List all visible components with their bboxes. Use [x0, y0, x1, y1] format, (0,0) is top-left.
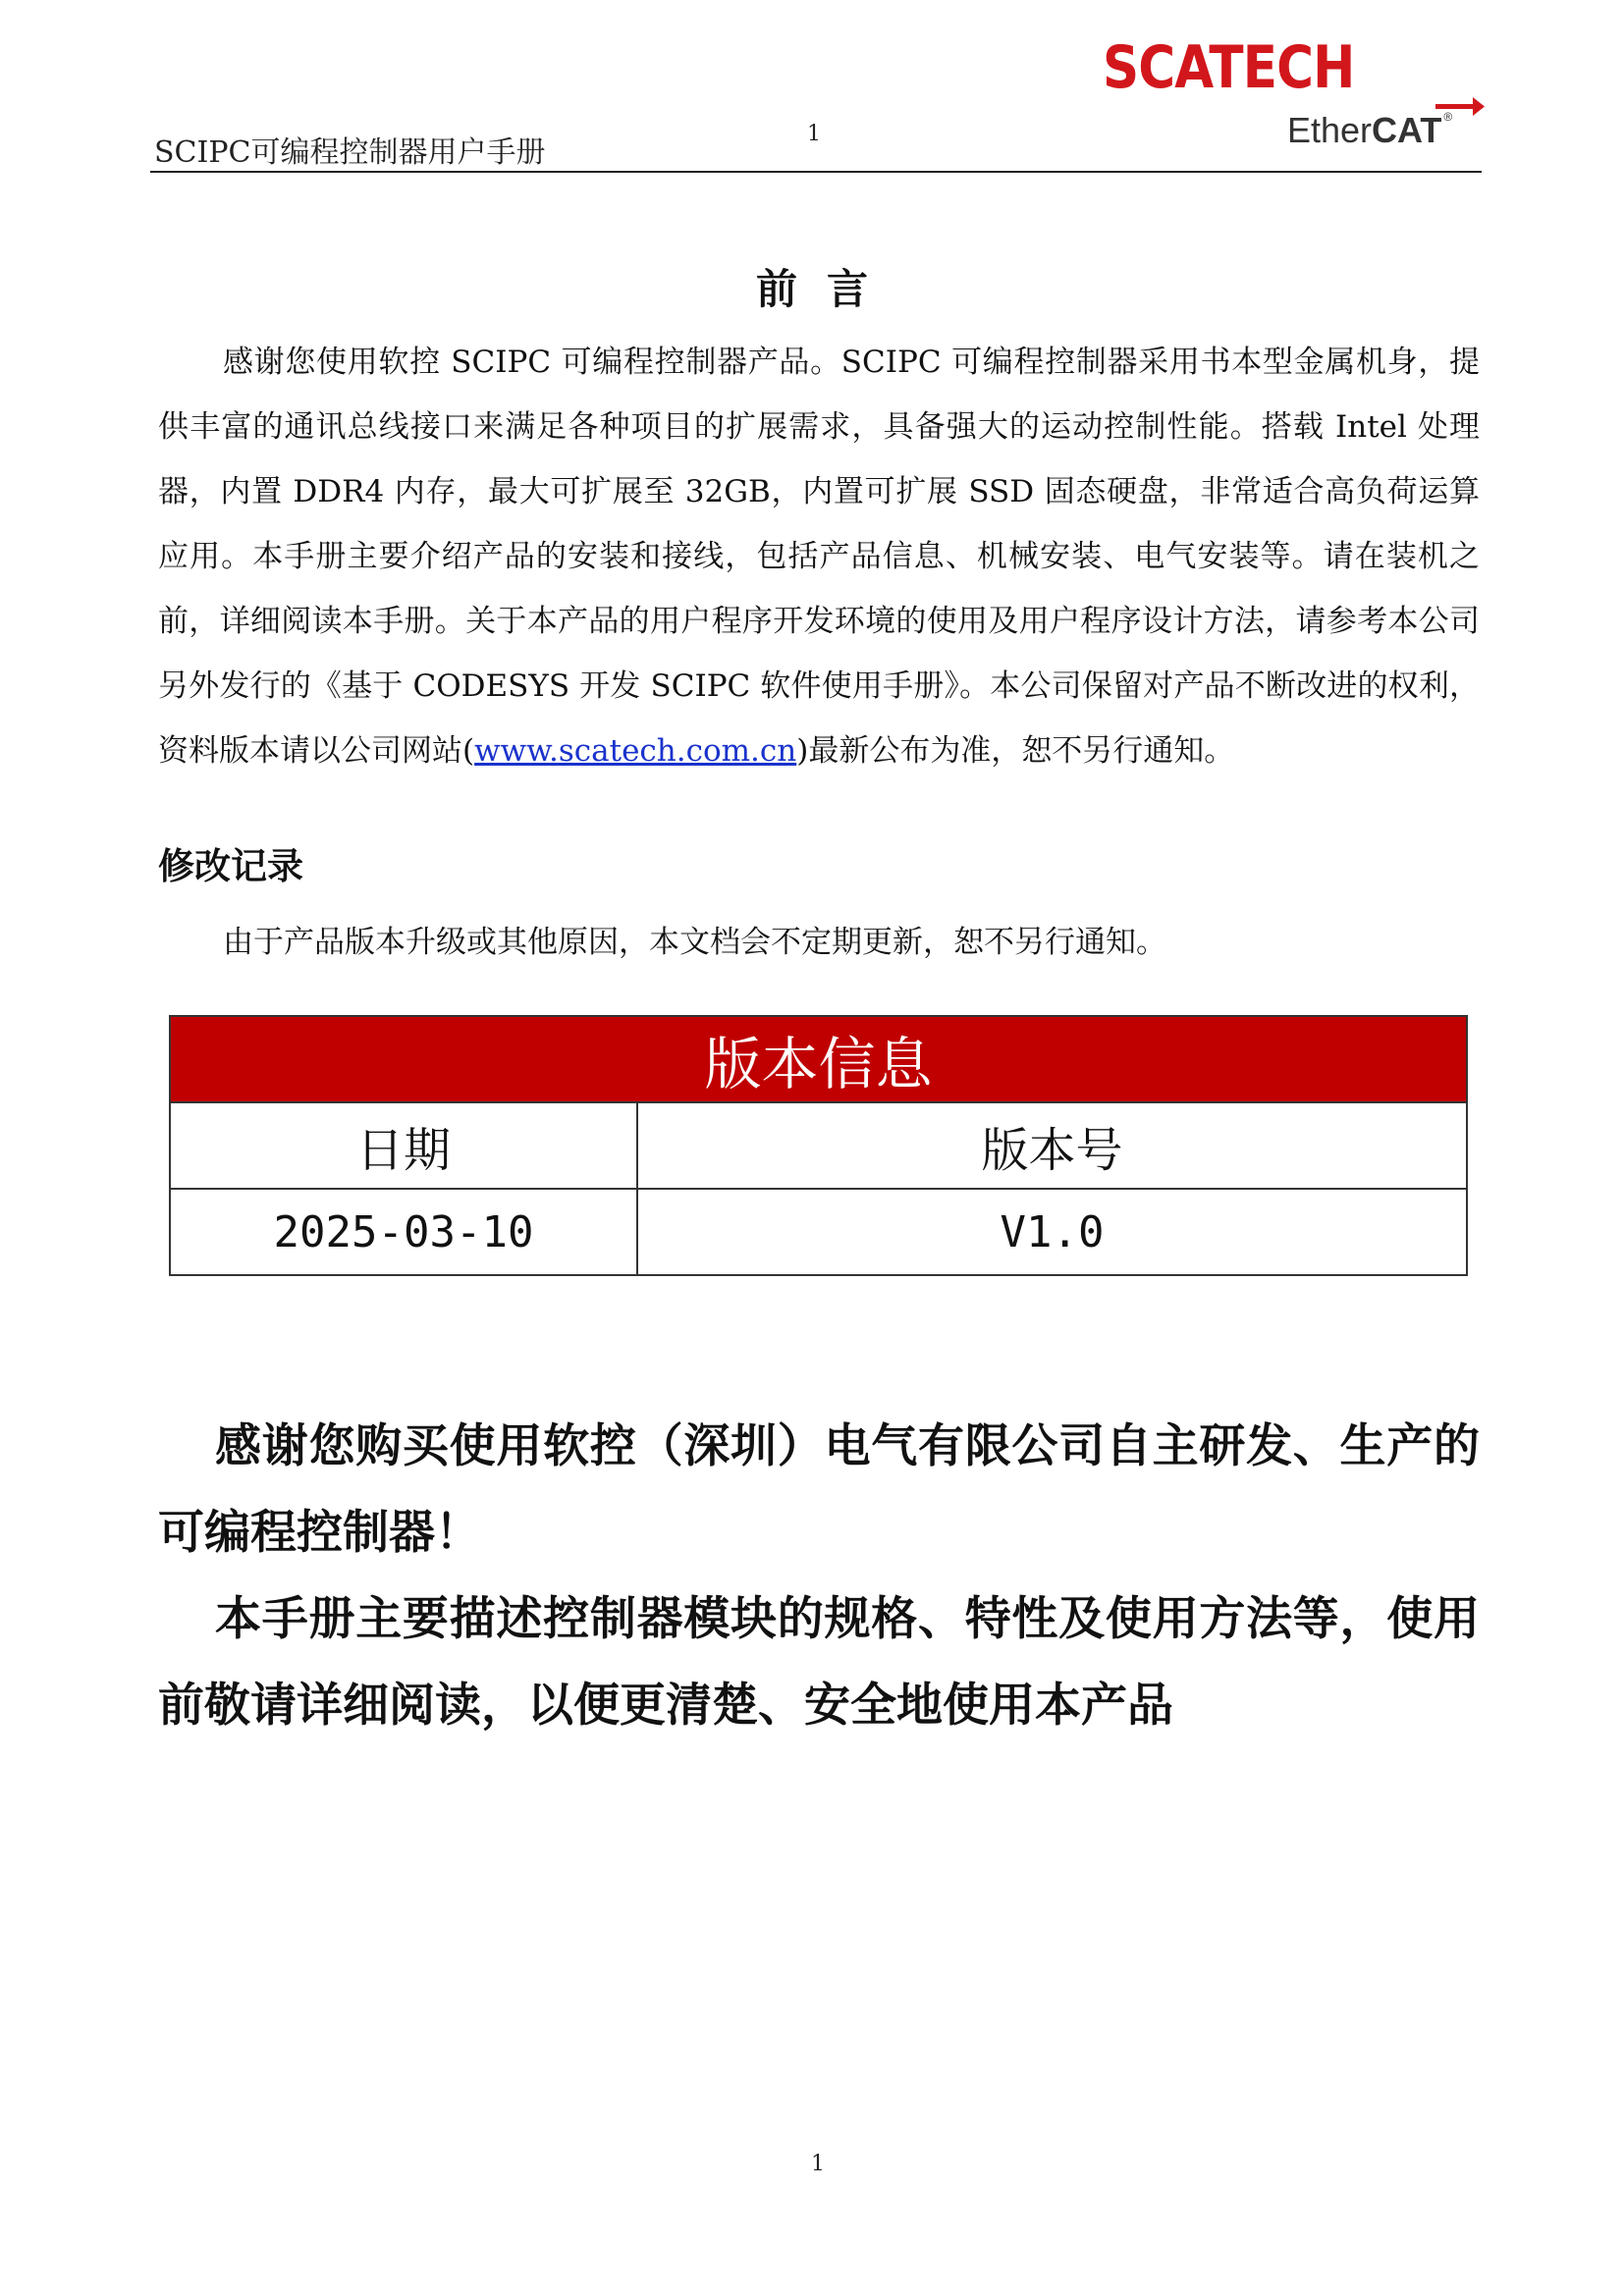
thanks-paragraph-2: 本手册主要描述控制器模块的规格、特性及使用方法等，使用前敬请详细阅读，以便更清楚、安全地使用本产品: [158, 1592, 1480, 1733]
revision-note: 由于产品版本升级或其他原因，本文档会不定期更新，恕不另行通知。: [223, 925, 1166, 960]
thanks-paragraph-1: 感谢您购买使用软控（深圳）电气有限公司自主研发、生产的 可编程控制器！: [158, 1419, 1480, 1560]
thanks-section: [158, 1404, 1480, 1749]
preface-title: 前言: [755, 265, 897, 313]
header-divider: [150, 171, 1482, 173]
table-row: [170, 1189, 1467, 1275]
header-page-number: 1: [807, 122, 821, 146]
header-doc-title: SCIPC可编程控制器用户手册: [154, 135, 546, 170]
preface-text-start: 感谢您使用软控 SCIPC 可编程控制器产品。SCIPC 可编程控制器采用书本型金属机身，提供丰富的通讯总线接口来满足各种项目的扩展需求，具备强大的运动控制性能。搭载 Intel 处理器，内置 DDR4 内存，最大可扩展至 32GB，内置可扩展 SSD 固态硬盘，非常适合高负荷运算应用。本手册主要介绍产品的安装和接线，包括产品信息、机械安装、电气安装等。请在装机之前，详细阅读本手册。关于本产品的用户程序开发环境的使用及用户程序设计方法，请参考本公司另外发行的《基于 CODESYS 开发 SCIPC 软件使用手册》。本公司保留对产品不断改进的权利，资料版本请以公司网站(: [158, 345, 1480, 769]
version-table-title: 版本信息: [170, 1016, 1467, 1102]
ethercat-logo-prefix: Ether: [1287, 110, 1373, 150]
preface-text-end: )最新公布为准，恕不另行通知。: [796, 733, 1235, 769]
revision-heading: 修改记录: [158, 844, 303, 887]
column-header-date: 日期: [170, 1102, 637, 1189]
company-website-link[interactable]: www.scatech.com.cn: [474, 733, 797, 769]
ethercat-logo: [1287, 110, 1452, 151]
footer-page-number: 1: [811, 2152, 825, 2176]
scatech-logo: SCATECH: [1103, 33, 1355, 102]
version-table: [169, 1015, 1468, 1276]
preface-paragraph: [158, 330, 1480, 783]
ethercat-logo-bold: CAT: [1372, 110, 1442, 150]
column-header-version: 版本号: [637, 1102, 1467, 1189]
date-cell: 2025-03-10: [170, 1189, 637, 1275]
version-cell: V1.0: [637, 1189, 1467, 1275]
ethercat-registered-mark: ®: [1443, 110, 1453, 124]
